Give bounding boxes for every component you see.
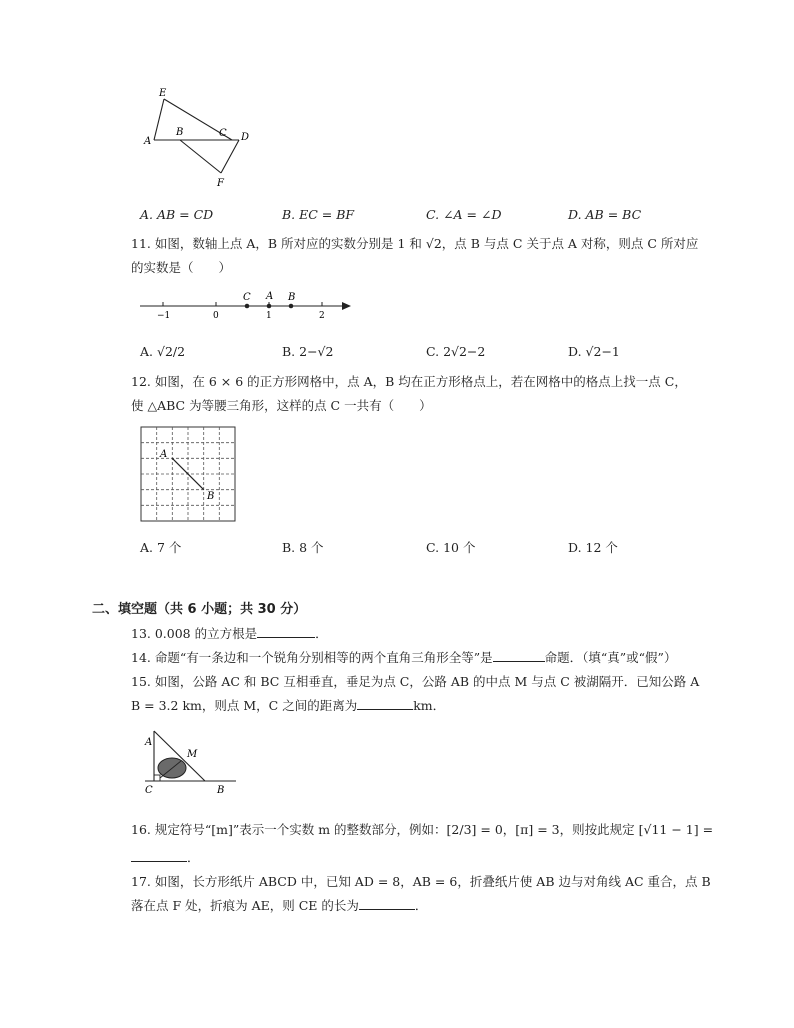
q11-question-line2: 的实数是（ ） — [131, 260, 232, 275]
q10-option-a[interactable]: A. AB = CD — [140, 207, 214, 222]
q16-question-line1: 16. 规定符号“[m]”表示一个实数 m 的整数部分，例如：[2/3] = 0，[π] = 3，则按此规定 [√11 − 1] = — [131, 822, 714, 837]
q11-label-a: A — [266, 291, 274, 302]
q14-text: 14. 命题“有一条边和一个锐角分别相等的两个直角三角形全等”是 — [131, 650, 493, 665]
q15-unit: km． — [413, 698, 446, 713]
q15-label-c: C — [145, 785, 153, 796]
q14-text-after: 命题．（填“真”或“假”） — [544, 650, 677, 665]
q17-question-line2 — [131, 896, 427, 914]
q15-text: B = 3.2 km，则点 M，C 之间的距离为 — [131, 698, 358, 713]
q12-label-b: B — [207, 491, 215, 502]
q17-answer-blank[interactable] — [359, 897, 415, 910]
q15-question-line1: 15. 如图，公路 AC 和 BC 互相垂直，垂足为点 C，公路 AB 的中点 M 与点 C 被湖隔开．已知公路 A — [131, 674, 700, 689]
q17-question-line1: 17. 如图，长方形纸片 ABCD 中，已知 AD = 8，AB = 6，折叠纸片使 AB 边与对角线 AC 重合，点 B — [131, 874, 711, 889]
q15-label-b: B — [217, 785, 225, 796]
q10-label-e: E — [159, 88, 167, 99]
q11-tick-minus1: −1 — [157, 311, 171, 321]
q12-option-b[interactable]: B. 8 个 — [282, 540, 324, 555]
q11-tick-2: 2 — [319, 311, 325, 321]
q11-option-a[interactable]: A. √2/2 — [140, 344, 186, 359]
q12-option-c[interactable]: C. 10 个 — [426, 540, 476, 555]
q15-label-m: M — [187, 749, 198, 760]
section-heading-fill-in: 二、填空题（共 6 小题；共 30 分） — [92, 602, 307, 617]
q16-period: ． — [187, 850, 200, 865]
q17-text: 落在点 F 处，折痕为 AE，则 CE 的长为 — [131, 898, 359, 913]
q12-question-line1: 12. 如图，在 6 × 6 的正方形网格中，点 A，B 均在正方形格点上，若在网格中的格点上找一点 C， — [131, 374, 687, 389]
q15-label-a: A — [145, 737, 153, 748]
q10-label-f: F — [217, 178, 224, 189]
q16-answer-blank[interactable] — [131, 849, 187, 862]
q10-option-d[interactable]: D. AB = BC — [568, 207, 642, 222]
q11-option-b[interactable]: B. 2−√2 — [282, 344, 334, 359]
q13-period: ． — [315, 626, 328, 641]
q11-tick-0: 0 — [213, 311, 219, 321]
q12-option-d[interactable]: D. 12 个 — [568, 540, 618, 555]
q17-period: ． — [414, 898, 428, 913]
q11-tick-1: 1 — [266, 311, 272, 321]
q12-question-line2: 使 △ABC 为等腰三角形，这样的点 C 一共有（ ） — [131, 398, 432, 413]
q11-label-c: C — [243, 292, 251, 303]
q12-option-a[interactable]: A. 7 个 — [140, 540, 182, 555]
q10-label-b: B — [176, 127, 184, 138]
q10-label-c: C — [219, 128, 227, 139]
q11-question-line1: 11. 如图，数轴上点 A，B 所对应的实数分别是 1 和 √2，点 B 与点 C 关于点 A 对称，则点 C 所对应 — [131, 236, 699, 251]
q16-question-line2 — [131, 848, 200, 866]
q11-label-b: B — [288, 292, 296, 303]
q10-label-d: D — [241, 132, 250, 143]
q10-option-c[interactable]: C. ∠A = ∠D — [426, 207, 502, 222]
q10-label-a: A — [144, 136, 152, 147]
q13-text: 13. 0.008 的立方根是 — [131, 626, 258, 641]
q12-label-a: A — [160, 449, 168, 460]
q11-option-d[interactable]: D. √2−1 — [568, 344, 620, 359]
q10-option-b[interactable]: B. EC = BF — [282, 207, 355, 222]
q11-option-c[interactable]: C. 2√2−2 — [426, 344, 486, 359]
